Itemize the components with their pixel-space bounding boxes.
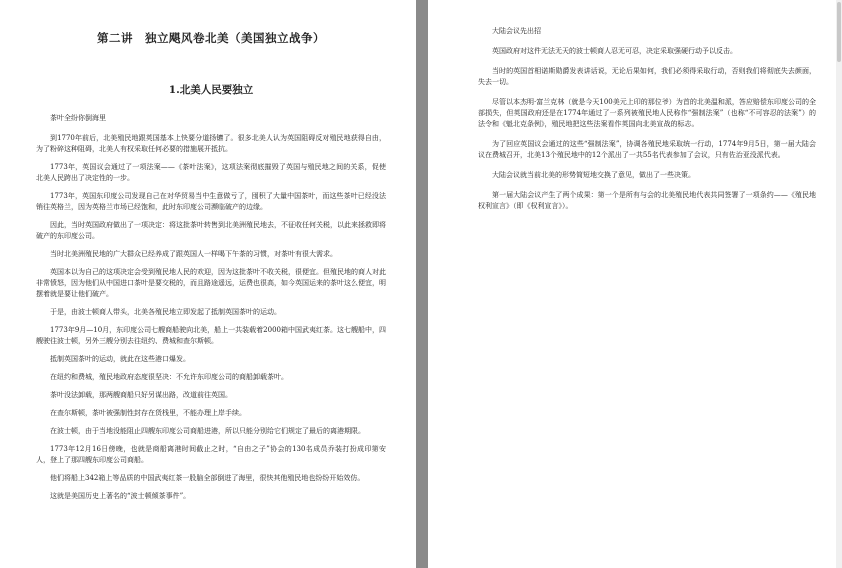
paragraph: 英国政府对这件无法无天的波士顿商人忍无可忍，决定采取强硬行动予以反击。 xyxy=(492,47,737,55)
lecture-title: 第二讲 独立飓风卷北美（美国独立战争） xyxy=(97,31,325,45)
subheading: 大陆会议先出招 xyxy=(492,27,541,35)
subheading: 茶叶全纷你倒海里 xyxy=(50,114,106,122)
scrollbar-thumb[interactable] xyxy=(837,2,841,62)
paragraph: 尽管以本杰明·富兰克林（就是今天100美元上印的那位爷）为首的北美温和派，答应赔偿东印度公司的全部损失，但英国政府还是在1774年通过了一系列被殖民地人民称作“强制法案”（也称“不可容忍的法案”）的法令和《魁北克条例》，殖民地把这些法案看作英国向北美宣战的标志。 xyxy=(478,98,816,128)
paragraph: 为了回应英国议会通过的这些“强制法案”，协调各殖民地采取统一行动，1774年9月5日，第一届大陆会议在费城召开，北美13个殖民地中的12个派出了一共55名代表参加了会议，只有佐治亚没派代表。 xyxy=(478,140,816,159)
paragraph: 于是，由波士顿商人带头，北美各殖民地立即发起了抵制英国茶叶的运动。 xyxy=(50,308,281,316)
paragraph: 茶叶没法卸载，那两艘商船只好另谋出路，改道前往英国。 xyxy=(50,391,232,399)
paragraph: 1773年，英国东印度公司发现自己在对华贸易当中生意做亏了，囤积了大量中国茶叶，而这些茶叶已经没法销往英格兰，因为英格兰市场已经饱和，此时东印度公司濒临破产的边缘。 xyxy=(36,192,386,211)
document-page-right xyxy=(428,0,842,568)
paragraph: 在纽约和费城，殖民地政府态度很坚决：不允许东印度公司的商船卸载茶叶。 xyxy=(50,373,288,381)
section-title: 1.北美人民要独立 xyxy=(168,84,254,96)
paragraph: 因此，当时英国政府做出了一项决定：将这批茶叶转售到北美洲殖民地去，不征收任何关税，以此来拯救即将破产的东印度公司。 xyxy=(36,221,386,240)
paragraph: 英国本以为自己的这项决定会受到殖民地人民的欢迎，因为这批茶叶不收关税，很便宜。但殖民地的商人对此非常愤怒，因为他们从中国进口茶叶是要交税的，而且路途遥远，运费也很高，如今英国运来的茶叶这么便宜，明摆着就是要让他们破产。 xyxy=(36,268,386,298)
paragraph: 这就是美国历史上著名的“波士顿倾茶事件”。 xyxy=(50,492,191,500)
paragraph: 1773年，英国议会通过了一项法案——《茶叶法案》，这项法案彻底摧毁了英国与殖民地之间的关系，促使北美人民跨出了决定性的一步。 xyxy=(36,163,386,182)
paragraph: 当时的英国首相诺斯勋爵发表讲话说，无论后果如何，我们必须得采取行动，否则我们将彻底失去颜面，失去一切。 xyxy=(478,67,816,86)
paragraph: 1773年9月—10月，东印度公司七艘商船驶向北美，船上一共装载着2000箱中国武夷红茶。这七艘船中，四艘驶往波士顿，另外三艘分别去往纽约、费城和查尔斯顿。 xyxy=(36,326,386,345)
document-page-left xyxy=(0,0,416,568)
paragraph: 抵制英国茶叶的运动，就此在这些港口爆发。 xyxy=(50,355,190,363)
paragraph: 到1770年前后，北美殖民地跟英国基本上快要分道扬镳了。很多北美人认为英国阻碍反对殖民地获得自由，为了粉碎这种阻碍，北美人有权采取任何必要的措施展开抵抗。 xyxy=(36,134,386,153)
paragraph: 第一届大陆会议产生了两个成果：第一个是所有与会的北美殖民地代表共同签署了一项条约——《殖民地权利宣言》（即《权利宣言》）。 xyxy=(478,191,816,210)
paragraph: 1773年12月16日傍晚，也就是商船离港时间截止之时，“自由之子”协会的130名成员乔装打扮成印第安人，登上了那四艘东印度公司商船。 xyxy=(36,445,386,464)
paragraph: 在查尔斯顿，茶叶被强制性封存在货栈里，不能办理上岸手续。 xyxy=(50,409,246,417)
vertical-scrollbar[interactable] xyxy=(836,0,842,568)
page-gutter xyxy=(416,0,428,568)
paragraph: 他们将船上342箱上等品质的中国武夷红茶一股脑全部倒进了海里，很快其他殖民地也纷纷开始效仿。 xyxy=(50,474,365,482)
paragraph: 大陆会议就当前北美的形势简短地交换了意见，做出了一些决策。 xyxy=(492,171,695,179)
paragraph: 当时北美洲殖民地的广大群众已经养成了跟英国人一样喝下午茶的习惯，对茶叶有很大需求。 xyxy=(50,250,337,258)
paragraph: 在波士顿，由于当地没能阻止四艘东印度公司商船进港，所以只能分别给它们规定了最后的离港期限。 xyxy=(50,427,365,435)
